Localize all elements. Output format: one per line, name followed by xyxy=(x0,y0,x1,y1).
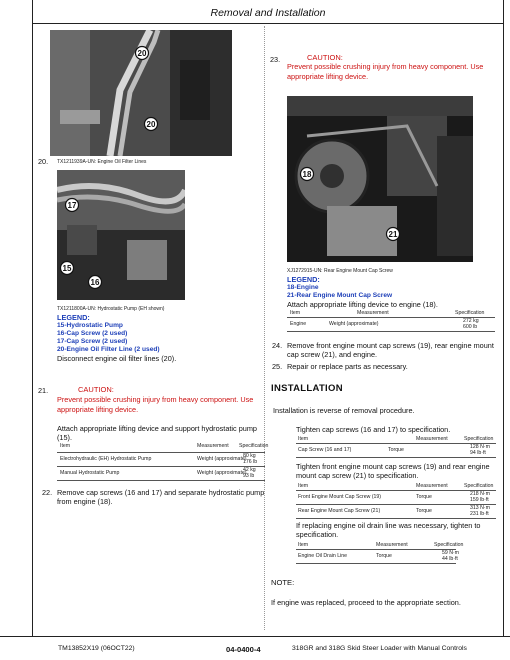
svg-text:20: 20 xyxy=(137,49,147,58)
legend-item: 18-Engine xyxy=(287,284,319,291)
svg-text:15: 15 xyxy=(62,264,72,273)
photo-rear-engine-mount xyxy=(287,96,473,262)
legend-title: LEGEND: xyxy=(57,313,90,322)
section-text: Installation is reverse of removal procedure. xyxy=(273,406,415,415)
callout-15 xyxy=(61,262,74,275)
table-rule xyxy=(296,549,456,550)
table-cell: 94 lb·ft xyxy=(470,450,486,456)
table-rule xyxy=(287,331,495,332)
page-title: Removal and Installation xyxy=(210,7,326,19)
table-cell: 159 lb·ft xyxy=(470,497,489,503)
table-rule xyxy=(296,443,496,444)
table-rule xyxy=(296,518,496,519)
table-cell: Front Engine Mount Cap Screw (19) xyxy=(298,494,382,500)
callout-16 xyxy=(89,276,102,289)
table-header: Measurement xyxy=(416,436,448,442)
table-header: Measurement xyxy=(357,310,389,316)
step-text: Remove front engine mount cap screws (19), rear engine mount cap screw (21), and engine. xyxy=(287,341,494,359)
table-cell: Weight (approximate) xyxy=(197,456,247,462)
photo-hydrostatic-pump xyxy=(57,170,185,300)
table-cell: 600 lb xyxy=(463,324,478,330)
footer-doc-id: TM13852X19 (06OCT22) xyxy=(58,645,135,652)
table-cell: 128 N·m xyxy=(470,444,490,450)
caution-label: CAUTION: xyxy=(78,385,114,394)
step-number: 21. xyxy=(38,386,49,395)
step-text: Attach appropriate lifting device to engine (18). xyxy=(287,300,438,309)
callout-18 xyxy=(301,168,314,181)
table-header: Specification xyxy=(464,436,494,442)
table-header: Item xyxy=(290,310,301,316)
table-cell: Electrohydraulic (EH) Hydrostatic Pump xyxy=(60,456,152,462)
table-rule xyxy=(296,457,496,458)
table-cell: 231 lb·ft xyxy=(470,511,489,517)
table-header: Item xyxy=(298,542,309,548)
step-number: 23. xyxy=(270,55,281,64)
table-cell: 313 N·m xyxy=(470,505,490,511)
legend-item: 15-Hydrostatic Pump xyxy=(57,322,123,329)
legend-item: 21-Rear Engine Mount Cap Screw xyxy=(287,292,393,299)
table-cell: Torque xyxy=(376,553,392,559)
footer-product: 318GR and 318G Skid Steer Loader with Manual Controls xyxy=(292,645,467,652)
spec-table-pump-weight xyxy=(57,443,269,483)
step-text: Disconnect engine oil filter lines (20). xyxy=(57,354,177,363)
table-cell: 218 N·m xyxy=(470,491,490,497)
photo-caption: TX1211939A-UN: Engine Oil Filter Lines xyxy=(57,159,147,165)
legend-item: 17-Cap Screw (2 used) xyxy=(57,338,128,345)
caution-text: Prevent possible crushing injury from heavy component. Use appropriate lifting device. xyxy=(287,62,484,81)
legend-item: 16-Cap Screw (2 used) xyxy=(57,330,128,337)
svg-text:16: 16 xyxy=(90,278,100,287)
table-header: Specification xyxy=(434,542,464,548)
table-cell: Engine Oil Drain Line xyxy=(298,553,348,559)
svg-text:20: 20 xyxy=(146,120,156,129)
step-text: Attach appropriate lifting device and support hydrostatic pump (15). xyxy=(57,424,257,442)
footer-page-number: 04-0400-4 xyxy=(226,645,261,654)
torque-table-engine-mounts xyxy=(296,483,496,519)
table-header: Specification xyxy=(455,310,485,316)
table-header: Specification xyxy=(239,443,269,449)
table-rule xyxy=(57,452,265,453)
table-cell: 80 kg xyxy=(243,453,256,459)
callout-17 xyxy=(66,199,79,212)
caution-text: Prevent possible crushing injury from heavy component. Use appropriate lifting device. xyxy=(57,395,254,414)
svg-text:17: 17 xyxy=(67,201,77,210)
table-header: Item xyxy=(298,436,309,442)
column-divider xyxy=(264,26,265,630)
step-text: Remove cap screws (16 and 17) and separate hydrostatic pump from engine (18). xyxy=(57,488,265,506)
table-cell: Cap Screw (16 and 17) xyxy=(298,447,352,453)
table-cell: Engine xyxy=(290,321,307,327)
caution-label: CAUTION: xyxy=(307,53,343,62)
torque-instruction: Tighten front engine mount cap screws (19) and rear engine mount cap screw (21) to specification. xyxy=(296,462,490,480)
table-cell: 42 kg xyxy=(243,467,256,473)
photo-engine-oil-filter-lines xyxy=(50,30,232,156)
photo-caption: XJ1272915-UN: Rear Engine Mount Cap Screw xyxy=(287,268,393,274)
table-cell: Manual Hydrostatic Pump xyxy=(60,470,120,476)
table-rule xyxy=(296,490,496,491)
section-heading: INSTALLATION xyxy=(271,383,343,394)
table-header: Measurement xyxy=(197,443,229,449)
note-label: NOTE: xyxy=(271,578,295,587)
table-cell: 176 lb xyxy=(243,459,258,465)
table-cell: 44 lb·ft xyxy=(442,556,458,562)
table-rule xyxy=(57,480,265,481)
table-cell: 59 N·m xyxy=(442,550,460,556)
legend-item: 20-Engine Oil Filter Line (2 used) xyxy=(57,346,160,353)
table-cell: Weight (approximate) xyxy=(197,470,247,476)
legend-title: LEGEND: xyxy=(287,275,320,284)
table-cell: 272 kg xyxy=(463,318,479,324)
photo-caption: TX1211800A-UN: Hydrostatic Pump (EH shown) xyxy=(57,306,165,312)
page-header xyxy=(32,0,504,24)
step-text: Repair or replace parts as necessary. xyxy=(287,362,408,371)
callout-20-top xyxy=(136,47,149,60)
table-header: Item xyxy=(298,483,309,489)
step-number: 25. xyxy=(272,362,283,371)
table-cell: Torque xyxy=(416,508,432,514)
svg-text:21: 21 xyxy=(388,230,398,239)
callout-21 xyxy=(387,228,400,241)
torque-table-drain-line xyxy=(296,542,496,564)
table-cell: Torque xyxy=(416,494,432,500)
table-header: Specification xyxy=(464,483,494,489)
step-number: 20. xyxy=(38,157,49,166)
note-text: If engine was replaced, proceed to the appropriate section. xyxy=(271,598,461,607)
page-footer xyxy=(0,636,510,660)
table-cell: Weight (approximate) xyxy=(329,321,379,327)
step-number: 22. xyxy=(42,488,53,497)
svg-text:18: 18 xyxy=(302,170,312,179)
table-cell: 93 lb xyxy=(243,473,255,479)
table-rule xyxy=(296,504,496,505)
table-rule xyxy=(57,466,265,467)
table-header: Item xyxy=(60,443,71,449)
torque-instruction: If replacing engine oil drain line was necessary, tighten to specification. xyxy=(296,521,481,539)
spec-table-engine-weight xyxy=(287,310,495,338)
table-rule xyxy=(296,563,456,564)
table-cell: Torque xyxy=(388,447,404,453)
torque-table-cap-screws xyxy=(296,436,496,458)
step-number: 24. xyxy=(272,341,283,350)
torque-instruction: Tighten cap screws (16 and 17) to specification. xyxy=(296,425,451,434)
table-cell: Rear Engine Mount Cap Screw (21) xyxy=(298,508,381,514)
callout-20-bottom xyxy=(145,118,158,131)
table-header: Measurement xyxy=(416,483,448,489)
table-header: Measurement xyxy=(376,542,408,548)
